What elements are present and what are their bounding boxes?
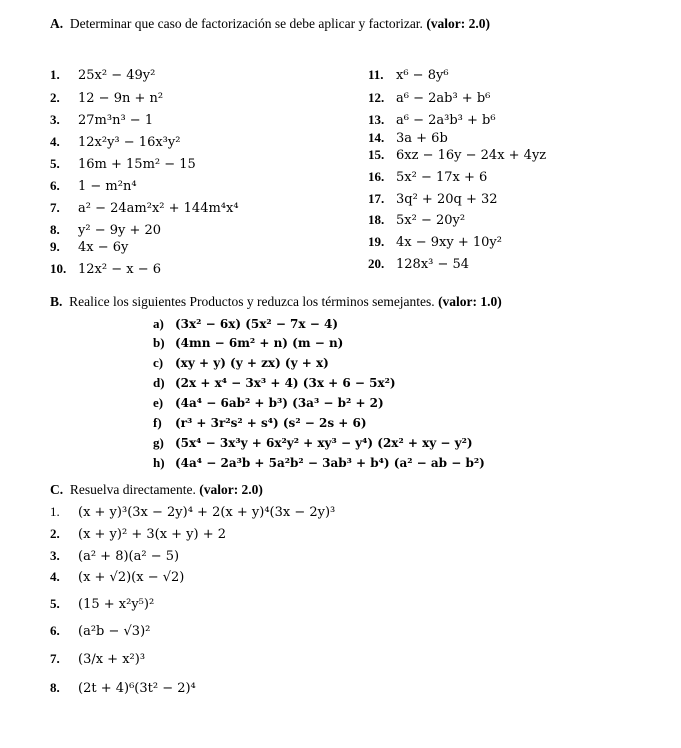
list-item: c) (xy + y) (y + zx) (y + x) bbox=[153, 355, 329, 370]
section-a-letter: A. bbox=[50, 16, 64, 31]
list-item: b) (4mn − 6m² + n) (m − n) bbox=[153, 335, 344, 350]
section-c-letter: C. bbox=[50, 482, 64, 497]
list-item: 2. (x + y)² + 3(x + y) + 2 bbox=[50, 526, 227, 542]
list-item: 5. (15 + x²y⁵)² bbox=[50, 596, 155, 612]
list-item: 9. 4x − 6y bbox=[50, 239, 129, 255]
list-item: 17. 3q² + 20q + 32 bbox=[368, 191, 498, 207]
list-item: 15. 6xz − 16y − 24x + 4yz bbox=[368, 147, 547, 163]
list-item: e) (4a⁴ − 6ab² + b³) (3a³ − b² + 2) bbox=[153, 395, 384, 410]
list-item: 10. 12x² − x − 6 bbox=[50, 261, 162, 277]
list-item: 1. 25x² − 49y² bbox=[50, 67, 156, 83]
list-item: 1. (x + y)³(3x − 2y)⁴ + 2(x + y)⁴(3x − 2y)³ bbox=[50, 504, 336, 520]
list-item: 7. (3/x + x²)³ bbox=[50, 651, 146, 667]
list-item: 4. 12x²y³ − 16x³y² bbox=[50, 134, 181, 150]
list-item: d) (2x + x⁴ − 3x³ + 4) (3x + 6 − 5x²) bbox=[153, 375, 396, 390]
list-item: 20. 128x³ − 54 bbox=[368, 256, 470, 272]
list-item: 14. 3a + 6b bbox=[368, 130, 448, 146]
section-a-instruction: Determinar que caso de factorización se debe aplicar y factorizar. bbox=[69, 16, 423, 31]
list-item: 6. 1 − m²n⁴ bbox=[50, 178, 137, 194]
list-item: f) (r³ + 3r²s² + s⁴) (s² − 2s + 6) bbox=[153, 415, 367, 430]
list-item: 18. 5x² − 20y² bbox=[368, 212, 466, 228]
list-item: h) (4a⁴ − 2a³b + 5a²b² − 3ab³ + b⁴) (a² − ab − b²) bbox=[153, 455, 485, 470]
section-c-value: (valor: 2.0) bbox=[199, 482, 263, 497]
list-item: 5. 16m + 15m² − 15 bbox=[50, 156, 196, 172]
list-item: 16. 5x² − 17x + 6 bbox=[368, 169, 488, 185]
list-item: 8. y² − 9y + 20 bbox=[50, 222, 162, 238]
list-item: 3. 27m³n³ − 1 bbox=[50, 112, 154, 128]
list-item: 11. x⁶ − 8y⁶ bbox=[368, 67, 449, 83]
section-a-value: (valor: 2.0) bbox=[426, 16, 491, 31]
list-item: a) (3x² − 6x) (5x² − 7x − 4) bbox=[153, 316, 338, 331]
section-b-value: (valor: 1.0) bbox=[438, 294, 502, 309]
list-item: 6. (a²b − √3)² bbox=[50, 623, 151, 639]
section-c-header bbox=[50, 482, 263, 498]
list-item: 2. 12 − 9n + n² bbox=[50, 90, 164, 106]
section-a-header bbox=[50, 16, 490, 32]
section-b-header bbox=[50, 294, 502, 310]
section-b-instruction: Realice los siguientes Productos y reduzca los términos semejantes. bbox=[69, 294, 435, 309]
section-b-letter: B. bbox=[50, 294, 63, 309]
section-c-instruction: Resuelva directamente. bbox=[69, 482, 196, 497]
list-item: g) (5x⁴ − 3x³y + 6x²y² + xy³ − y⁴) (2x² + xy − y²) bbox=[153, 435, 473, 450]
list-item: 4. (x + √2)(x − √2) bbox=[50, 569, 185, 585]
list-item: 3. (a² + 8)(a² − 5) bbox=[50, 548, 180, 564]
list-item: 19. 4x − 9xy + 10y² bbox=[368, 234, 502, 250]
list-item: 13. a⁶ − 2a³b³ + b⁶ bbox=[368, 112, 496, 128]
list-item: 7. a² − 24am²x² + 144m⁴x⁴ bbox=[50, 200, 239, 216]
list-item: 12. a⁶ − 2ab³ + b⁶ bbox=[368, 90, 491, 106]
list-item: 8. (2t + 4)⁶(3t² − 2)⁴ bbox=[50, 680, 196, 696]
